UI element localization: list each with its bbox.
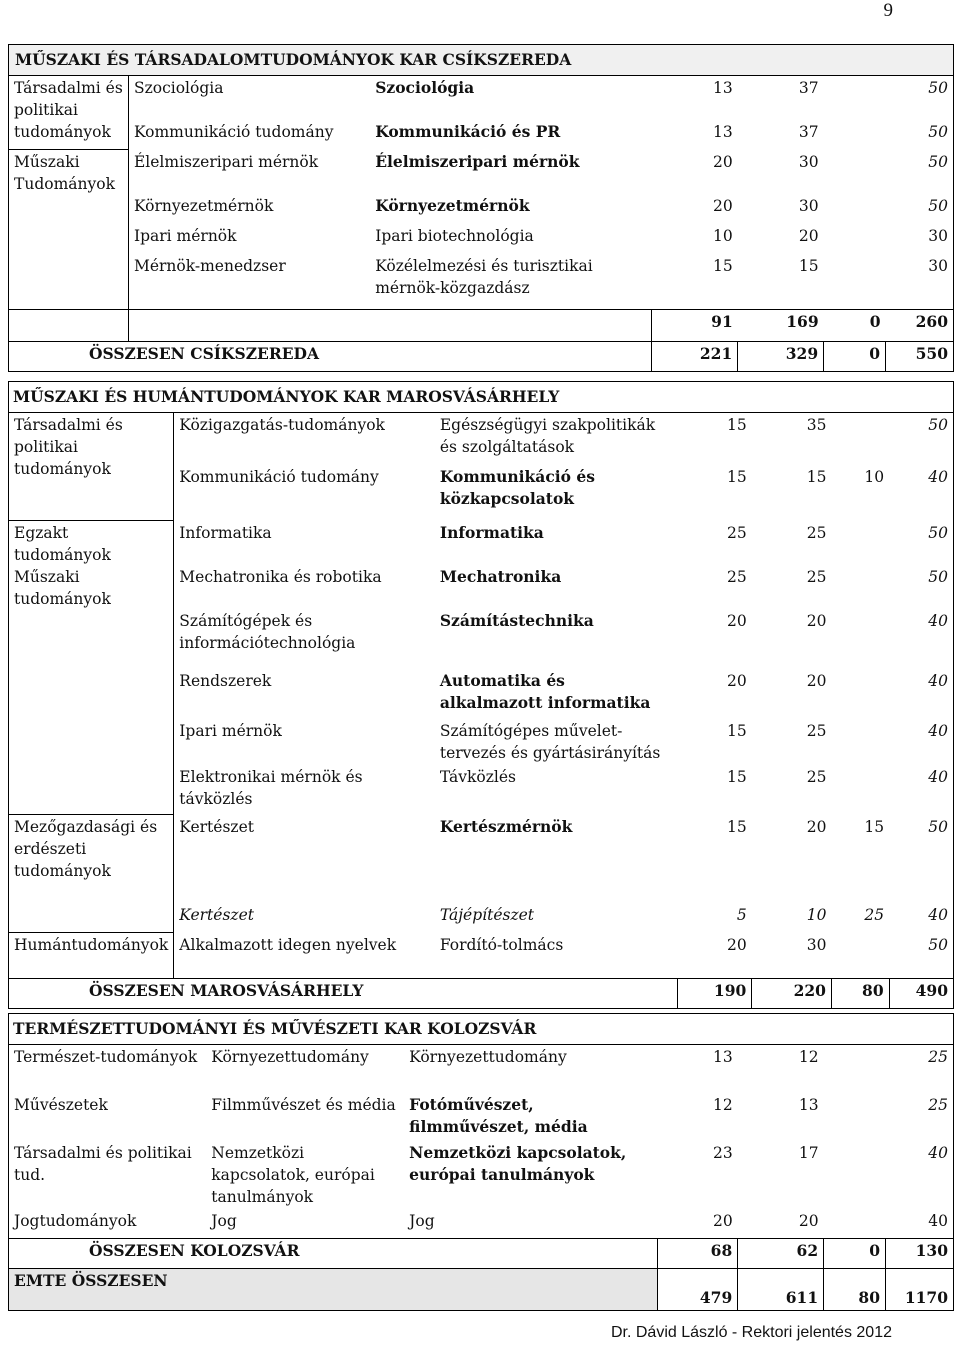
page-number: 9 bbox=[883, 0, 893, 21]
value bbox=[824, 224, 886, 254]
value: 10 bbox=[713, 226, 733, 245]
total-value: 25 bbox=[928, 1048, 948, 1066]
value: 13 bbox=[713, 122, 733, 141]
program-name: Környezettudomány bbox=[211, 1048, 369, 1066]
program-name: Rendszerek bbox=[179, 671, 272, 690]
total-value: 50 bbox=[928, 79, 948, 97]
specialization: Környezetmérnök bbox=[375, 195, 530, 215]
value: 15 bbox=[727, 416, 747, 434]
specialization: Informatika bbox=[439, 522, 544, 542]
total-value: 50 bbox=[928, 122, 948, 141]
total-value: 30 bbox=[928, 256, 948, 275]
program-name: Környezetmérnök bbox=[133, 196, 274, 215]
value: 15 bbox=[727, 467, 747, 486]
program-name: Mechatronika és robotika bbox=[179, 567, 382, 586]
program-name: Kertészet bbox=[179, 905, 254, 924]
value bbox=[831, 609, 889, 669]
specialization: Tájépítészet bbox=[439, 905, 535, 924]
group-label: Jogtudományok bbox=[14, 1211, 137, 1230]
value: 20 bbox=[713, 152, 733, 171]
value: 20 bbox=[806, 671, 827, 690]
value: 25 bbox=[806, 767, 827, 786]
total-label: ÖSSZESEN CSÍKSZEREDA bbox=[9, 342, 652, 372]
total-value: 50 bbox=[928, 152, 948, 171]
total-value: 68 bbox=[658, 1239, 738, 1269]
grand-total-value: 80 bbox=[824, 1269, 886, 1311]
value: 20 bbox=[798, 1211, 819, 1230]
total-value: 50 bbox=[928, 416, 948, 434]
specialization: Fotóművészet, filmművészet, média bbox=[409, 1094, 588, 1136]
total-value: 40 bbox=[928, 671, 948, 690]
value bbox=[824, 254, 886, 310]
total-value: 130 bbox=[886, 1239, 954, 1269]
value: 37 bbox=[798, 79, 819, 97]
group-label: Egzakt tudományok Műszaki tudományok bbox=[9, 521, 174, 815]
total-value: 80 bbox=[831, 979, 889, 1009]
specialization: Jog bbox=[409, 1211, 435, 1230]
value: 10 bbox=[806, 905, 827, 924]
group-label: Társadalmi és politikai tudományok bbox=[9, 76, 129, 150]
total-value: 40 bbox=[928, 905, 948, 924]
specialization: Szociológia bbox=[375, 78, 475, 97]
value: 30 bbox=[798, 196, 819, 215]
value: 23 bbox=[713, 1143, 733, 1162]
value: 20 bbox=[713, 196, 733, 215]
group-label: Művészetek bbox=[14, 1095, 108, 1114]
total-label: ÖSSZESEN MAROSVÁSÁRHELY bbox=[9, 979, 678, 1009]
value: 30 bbox=[806, 935, 827, 954]
specialization: Egészségügyi szakpolitikák és szolgáltatások bbox=[439, 416, 656, 456]
value: 15 bbox=[798, 256, 819, 275]
value bbox=[831, 565, 889, 609]
csikszereda-table bbox=[8, 44, 954, 372]
group-label: Humántudományok bbox=[9, 933, 174, 979]
total-value: 40 bbox=[928, 1211, 948, 1230]
value: 13 bbox=[713, 1048, 733, 1066]
value: 20 bbox=[806, 817, 827, 836]
section-title: MŰSZAKI ÉS TÁRSADALOMTUDOMÁNYOK KAR CSÍKSZEREDA bbox=[9, 45, 954, 76]
specialization: Ipari biotechnológia bbox=[375, 226, 534, 245]
value: 37 bbox=[798, 122, 819, 141]
group-label: Mezőgazdasági és erdészeti tudományok bbox=[9, 815, 174, 933]
specialization: Kommunikáció és közkapcsolatok bbox=[439, 466, 595, 508]
value bbox=[831, 765, 889, 815]
total-value: 50 bbox=[928, 567, 948, 586]
program-name: Számítógépek és információtechnológia bbox=[179, 611, 356, 652]
total-value: 50 bbox=[928, 523, 948, 542]
specialization: Közélelmezési és turisztikai mérnök-közgazdász bbox=[375, 256, 593, 297]
value bbox=[824, 76, 886, 120]
total-value: 0 bbox=[824, 342, 886, 372]
group-label: Műszaki Tudományok bbox=[9, 150, 129, 310]
subtotal-value: 169 bbox=[738, 310, 824, 342]
value: 13 bbox=[713, 79, 733, 97]
section-title: MŰSZAKI ÉS HUMÁNTUDOMÁNYOK KAR MAROSVÁSÁRHELY bbox=[9, 382, 954, 413]
kolozsvar-table bbox=[8, 1013, 954, 1311]
value bbox=[831, 719, 889, 765]
value: 20 bbox=[798, 226, 819, 245]
specialization: Számítógépes művelet-tervezés és gyártásirányítás bbox=[439, 721, 661, 762]
specialization: Környezettudomány bbox=[409, 1048, 567, 1066]
group-label: Természet-tudományok bbox=[14, 1048, 198, 1066]
program-name: Elektronikai mérnök és távközlés bbox=[179, 767, 363, 808]
total-value: 25 bbox=[928, 1095, 948, 1114]
program-name: Kommunikáció tudomány bbox=[179, 467, 379, 486]
group-label: Társadalmi és politikai tudományok bbox=[9, 413, 174, 521]
value: 20 bbox=[713, 1211, 733, 1230]
program-name: Informatika bbox=[179, 523, 272, 542]
program-name: Nemzetközi kapcsolatok, európai tanulmányok bbox=[211, 1143, 375, 1206]
value: 25 bbox=[806, 721, 827, 740]
total-value: 329 bbox=[738, 342, 824, 372]
program-name: Mérnök-menedzser bbox=[133, 256, 286, 275]
program-name: Jog bbox=[211, 1211, 237, 1230]
total-value: 50 bbox=[928, 935, 948, 954]
specialization: Nemzetközi kapcsolatok, európai tanulmányok bbox=[409, 1142, 627, 1184]
value bbox=[831, 933, 889, 979]
specialization: Élelmiszeripari mérnök bbox=[375, 151, 580, 171]
total-value: 40 bbox=[928, 467, 948, 486]
value: 15 bbox=[713, 256, 733, 275]
value: 25 bbox=[806, 523, 827, 542]
value bbox=[831, 669, 889, 719]
specialization: Távközlés bbox=[439, 767, 516, 786]
total-value: 550 bbox=[886, 342, 954, 372]
value: 20 bbox=[727, 935, 747, 954]
value: 17 bbox=[798, 1143, 819, 1162]
value: 20 bbox=[806, 611, 827, 630]
specialization: Kommunikáció és PR bbox=[375, 121, 561, 141]
grand-total-value: 1170 bbox=[886, 1269, 954, 1311]
program-name: Alkalmazott idegen nyelvek bbox=[179, 935, 397, 954]
total-value: 50 bbox=[928, 196, 948, 215]
group-label: Társadalmi és politikai tud. bbox=[14, 1143, 192, 1184]
value: 13 bbox=[798, 1095, 819, 1114]
value: 10 bbox=[864, 467, 885, 486]
total-value: 220 bbox=[752, 979, 832, 1009]
specialization: Kertészmérnök bbox=[439, 816, 573, 836]
total-label: ÖSSZESEN KOLOZSVÁR bbox=[9, 1239, 658, 1269]
value: 15 bbox=[727, 767, 747, 786]
grand-total-value: 479 bbox=[658, 1269, 738, 1311]
value: 30 bbox=[798, 152, 819, 171]
total-value: 40 bbox=[928, 611, 948, 630]
total-value: 62 bbox=[738, 1239, 824, 1269]
specialization: Számítástechnika bbox=[439, 610, 594, 630]
value: 20 bbox=[727, 611, 747, 630]
program-name: Kommunikáció tudomány bbox=[133, 122, 334, 141]
value: 15 bbox=[806, 467, 827, 486]
total-value: 0 bbox=[824, 1239, 886, 1269]
value: 25 bbox=[727, 567, 747, 586]
value: 25 bbox=[727, 523, 747, 542]
value bbox=[831, 413, 889, 465]
total-value: 190 bbox=[677, 979, 752, 1009]
subtotal-value: 0 bbox=[824, 310, 886, 342]
total-value: 490 bbox=[889, 979, 953, 1009]
subtotal-value: 260 bbox=[886, 310, 954, 342]
value: 25 bbox=[806, 567, 827, 586]
value: 5 bbox=[736, 905, 747, 924]
program-name: Filmművészet és média bbox=[211, 1095, 396, 1114]
specialization: Fordító-tolmács bbox=[439, 935, 564, 954]
total-value: 40 bbox=[928, 721, 948, 740]
marosvasarhely-table bbox=[8, 381, 954, 1009]
total-value: 30 bbox=[928, 226, 948, 245]
program-name: Szociológia bbox=[133, 79, 224, 97]
value bbox=[824, 150, 886, 194]
value: 15 bbox=[864, 817, 885, 836]
total-value: 40 bbox=[928, 767, 948, 786]
program-name: Élelmiszeripari mérnök bbox=[133, 152, 319, 171]
value: 15 bbox=[727, 721, 747, 740]
total-value: 50 bbox=[928, 817, 948, 836]
total-value: 221 bbox=[652, 342, 738, 372]
program-name: Ipari mérnök bbox=[179, 721, 282, 740]
value bbox=[831, 521, 889, 565]
specialization: Mechatronika bbox=[439, 566, 562, 586]
grand-total-label: EMTE ÖSSZESEN bbox=[9, 1269, 658, 1311]
value: 35 bbox=[806, 416, 827, 434]
total-value: 40 bbox=[928, 1143, 948, 1162]
value: 15 bbox=[727, 817, 747, 836]
program-name: Közigazgatás-tudományok bbox=[179, 416, 385, 434]
value bbox=[824, 194, 886, 224]
program-name: Kertészet bbox=[179, 817, 254, 836]
program-name: Ipari mérnök bbox=[133, 226, 237, 245]
specialization: Automatika és alkalmazott informatika bbox=[439, 670, 651, 712]
subtotal-value: 91 bbox=[652, 310, 738, 342]
value: 20 bbox=[727, 671, 747, 690]
section-title: TERMÉSZETTUDOMÁNYI ÉS MŰVÉSZETI KAR KOLOZSVÁR bbox=[9, 1014, 954, 1045]
grand-total-value: 611 bbox=[738, 1269, 824, 1311]
value: 12 bbox=[798, 1048, 819, 1066]
value bbox=[824, 120, 886, 150]
footer: Dr. Dávid László - Rektori jelentés 2012 bbox=[610, 1324, 892, 1341]
value: 12 bbox=[713, 1095, 733, 1114]
value: 25 bbox=[864, 905, 885, 924]
